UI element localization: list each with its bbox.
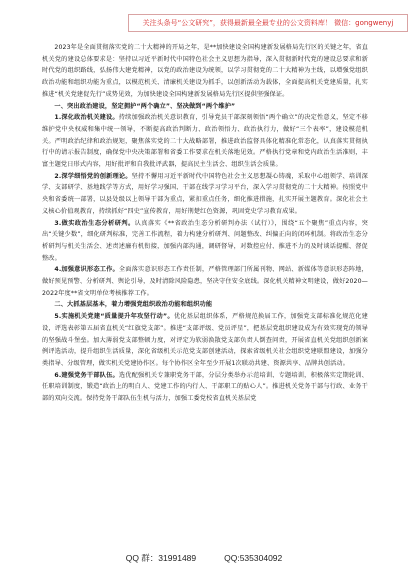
footer-contact xyxy=(0,546,408,570)
paragraph-1-lead: 1.深化政治机关建设。 xyxy=(54,114,119,122)
paragraph-1 xyxy=(42,112,368,171)
paragraph-4-lead: 4.加强意识形态工作。 xyxy=(54,266,119,274)
paragraph-6 xyxy=(42,370,368,405)
paragraph-3-lead: 3.做实政治生态分析研判。 xyxy=(54,219,135,227)
paragraph-4-text: 全面落实意识形态工作责任制，严格管理部门所属刊物、网站、新媒体等意识形态阵地，做好预见预警、分析研判、舆论引导，及时清除风险隐患，坚决守住安全底线。深化机关精神文明建设，做好2020—2022年度**省文明单位考核推荐工作。 xyxy=(42,266,368,297)
paragraph-4 xyxy=(42,264,368,299)
footer-qq-group: QQ 群：31991489 xyxy=(125,553,197,563)
paragraph-2 xyxy=(42,171,368,218)
footer-qq: QQ:535304092 xyxy=(224,553,283,563)
paragraph-2-text: 坚持不懈用习近平新时代中国特色社会主义思想凝心铸魂，采取中心组领学、培训深学、支部研学、基地践学等方式，用好学习强国、干部在线学习学习平台，深入学习贯彻党的二十大精神。按照党中央和省委统一部署，以县处级以上领导干部为重点，紧扣重点任务，细化推进措施，扎实开展主题教育。深化社会主义核心价值观教育，持续抓好“四史”宣传教育，用好荆楚红色资源，巩固党史学习教育成果。 xyxy=(42,172,368,215)
paragraph-2-lead: 2.深学细悟党的创新理论。 xyxy=(54,172,132,180)
paragraph-6-text: 选优配强机关专兼职党务干部，分层分类举办示范培训、专题培训，积极落实定期轮训、任职培训制度，锻造“政治上的明白人、党建工作的内行人、干部职工的贴心人”。推进机关党务干部与行政、业务干部的双向交流。保持党务干部队伍生机与活力，加强工委党校省直机关基层党 xyxy=(42,371,368,403)
paragraph-1-text: 持续加强政治机关意识教育，引导党员干部深刻领悟“两个确立”的决定性意义，坚定不移维护党中央权威和集中统一领导，不断提高政治判断力、政治领悟力、政治执行力，做好“三个表率”，建设模范机关。严明政治纪律和政治规矩，聚焦落实党的二十大战略部署，推进政治监督具体化精准化常态化，认真落实贯彻执行中的请示报告制度，确保党中央决策部署和省委工作要求在机关落地见效。严格执行党章和党内政治生活准则，丰富主题党日形式内容，用好批评和自我批评武器，提高民主生活会、组织生活会质量。 xyxy=(42,114,368,169)
document-body xyxy=(42,42,368,405)
section-heading-2: 二、大抓基层基本，着力增强党组织政治功能和组织功能 xyxy=(54,301,213,309)
paragraph-5-text: 优化基层组织体系，严格规范换届工作，加强党支部标准化规范化建设，评选表彰第五届省直机关“红旗党支部”。推进“支部评级、党员评星”，把基层党组织建设成为有效实现党的领导的坚强战斗堡垒。加大薄弱党支部整顿力度，对评定为软弱涣散党支部负责人倒查问责，开展省直机关党组织创新案例评选活动，提升组织生活质量，深化省级机关示范党支部创建活动，探索省级机关社会组织党建联盟建设，加强分类指导、分级管理，做实机关党建协作区。每个协作区全年至少开展1次联动共建、资源共享、品牌共创活动。 xyxy=(42,313,368,367)
intro-paragraph: 2023年是全面贯彻落实党的二十大精神的开局之年，是**加快建设全国构建新发展格局先行区的关键之年，省直机关党的建设总体要求是：坚持以习近平新时代中国特色社会主义思想为指导，深入贯彻新时代党的建设总要求和新时代党的组织路线，弘扬伟大建党精神，以党的政治建设为统领，以学习贯彻党的二十大精神为主线，以增强党组织政治功能和组织功能为重点，以模范机关、清廉机关建设为抓手，以创新活动为载体，全面提高机关党建质量，扎实推进“机关党建促先行”成势见效，为加快建设全国构建新发展格局先行区提供坚强保证。 xyxy=(42,44,368,98)
paragraph-3-text: 认真落实《**省政治生态分析研判办法（试行）》，围绕“五个聚焦”重点内容，突出“关键少数”，细化研判标准，完善工作流程，着力构建分析研判、问题整改、纠偏正向的闭环机制。将政治生态分析研判与机关生活会、述责述廉有机衔接，加强内部沟通，调研督导，对数控应付、推进不力的及时谈话提醒、督促整改。 xyxy=(42,219,368,262)
paragraph-3 xyxy=(42,218,368,265)
paragraph-5-lead: 5.实施机关党建“质量提升年攻坚行动”。 xyxy=(54,313,174,321)
section-heading-1: 一、突出政治建设，坚定拥护“两个确立”、坚决做到“两个维护” xyxy=(54,102,236,110)
paragraph-6-lead: 6.建强党务干部队伍。 xyxy=(54,371,119,379)
header-banner: 关注头条号“公文研究”，获得最新最全最专业的公文资料库！ 微信：gongwenyj xyxy=(128,14,408,32)
paragraph-5 xyxy=(42,311,368,370)
